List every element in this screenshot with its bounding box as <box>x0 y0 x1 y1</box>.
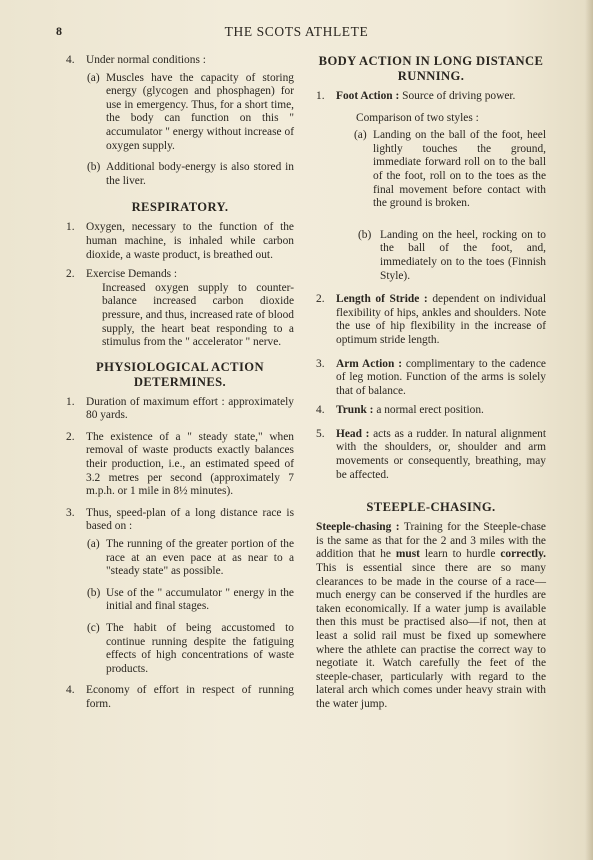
paragraph-text: This is essential since there are so many clearances to be made in the course of a race—much energy can be conserved if the hurdles are taken economically. If a water jump is available then this must be practised also—if not, then at least a solid rail must be fixed up somewhere where the athlete can practise the correct way to negotiate it. Watch carefully the feet of the steeple-chaser, particularly with regard to the lateral arch which comes under heavy strain with the water jump. <box>316 562 546 710</box>
item-text: Thus, speed-plan of a long distance race is based on : <box>86 506 294 533</box>
item-label: Head : <box>336 427 370 440</box>
item-text-body: a normal erect position. <box>376 404 484 417</box>
item-number: 4. <box>316 404 325 417</box>
item-number: 2. <box>316 293 325 306</box>
sub-item-a <box>87 538 294 579</box>
item-number: 1. <box>66 221 75 234</box>
item-text: The existence of a " steady state," when removal of waste products exactly balances their production, i.e., an estimated speed of 3.2 metres per second (approximately 7 m.p.h. or 1 mile in 8½ minutes). <box>86 430 294 498</box>
paragraph-label: Steeple-chasing : <box>316 521 400 534</box>
sub-item-text: Additional body-energy is also stored in the liver. <box>106 161 294 187</box>
sub-item-c <box>87 622 294 676</box>
resp-item-2 <box>66 268 294 350</box>
paragraph-text: Training for the Steeple-chase is the same as that for the 2 and 3 miles with the addition that he <box>316 521 546 561</box>
item-text-body: complimentary to the cadence of leg motion. Function of the arms is solely that of balance. <box>336 357 546 397</box>
item-text <box>336 358 546 399</box>
item-number: 4. <box>66 684 75 697</box>
section-heading-physiological: PHYSIOLOGICAL ACTION DETERMINES. <box>96 359 264 389</box>
item-text-body: acts as a rudder. In natural alignment with the shoulders, or, shoulder and arm movements or consequently, breathing, may be affected. <box>336 427 546 481</box>
body-item-1 <box>316 90 546 283</box>
sub-item-a <box>87 71 294 154</box>
item-number: 5. <box>316 427 325 440</box>
left-column <box>66 54 294 718</box>
item-label: Trunk : <box>336 404 374 417</box>
page-header <box>0 24 593 44</box>
page-number: 8 <box>56 24 62 38</box>
item-text <box>336 90 546 104</box>
sub-item-b <box>87 161 294 188</box>
section-heading-body-action: BODY ACTION IN LONG DISTANCE RUNNING. <box>318 54 544 83</box>
item-text: Oxygen, necessary to the function of the human machine, is inhaled while carbon dioxide, a waste product, is breathed out. <box>86 221 294 261</box>
section-heading-respiratory: RESPIRATORY. <box>131 200 229 215</box>
item-number: 1. <box>316 90 325 102</box>
sub-item-label: (b) <box>87 161 101 174</box>
sub-item-text: The running of the greater portion of the race at an even pace at as near to a "steady state" as possible. <box>106 538 294 578</box>
steeple-paragraph <box>316 521 546 711</box>
item-label: Foot Action : <box>336 90 400 102</box>
comparison-text: Comparison of two styles : <box>356 111 479 124</box>
resp-item-1 <box>66 221 294 262</box>
item-label: Length of Stride : <box>336 293 428 306</box>
sub-item-text: Landing on the ball of the foot, heel lightly touches the ground, immediate forward roll on to the ball of the foot, roll on to the toes as the final movement before contact with the ground is broken. <box>373 129 546 210</box>
sub-item-text: Landing on the heel, rocking on to the ball of the foot, and, immediately on to the toes (Finnish Style). <box>380 228 546 282</box>
item-number: 1. <box>66 395 75 408</box>
emphasis-must: must <box>395 548 420 561</box>
sub-item-label: (a) <box>87 538 100 551</box>
item-text-body: dependent on individual flexibility of hips, ankles and shoulders. Note the use of hip flexibility in the increase of optimum stride length. <box>336 293 546 346</box>
page-edge-shadow <box>585 0 593 860</box>
phys-item-3 <box>66 507 294 677</box>
item-text: Economy of effort in respect of running form. <box>86 684 294 710</box>
sub-item-label: (a) <box>87 71 100 84</box>
phys-item-2 <box>66 431 294 499</box>
sub-item-b <box>87 586 294 614</box>
body-item-2 <box>316 293 546 347</box>
item-number: 3. <box>316 357 325 370</box>
item-text <box>336 404 546 418</box>
item-number: 3. <box>66 506 75 519</box>
item-number: 2. <box>66 430 75 443</box>
sub-item-label: (c) <box>87 622 100 634</box>
item-number: 2. <box>66 268 75 281</box>
section-heading-steeple-chasing: STEEPLE-CHASING. <box>366 500 496 515</box>
item-text <box>336 428 546 482</box>
sub-item-b <box>358 228 546 283</box>
sub-item-label: (b) <box>87 586 101 599</box>
page-title: THE SCOTS ATHLETE <box>224 24 369 39</box>
sub-item-text: Muscles have the capacity of storing energy (glycogen and phosphagen) for use in emergency. Thus, for a short time, the body can function on this " accumulator " energy without increase of oxygen supply. <box>106 71 294 152</box>
phys-item-1 <box>66 396 294 423</box>
item-text <box>336 293 546 347</box>
body-item-5 <box>316 428 546 482</box>
right-column <box>316 54 546 712</box>
sub-item-a <box>354 129 546 211</box>
item-number: 4. <box>66 54 75 66</box>
left-item-4 <box>66 54 294 188</box>
item-body: Increased oxygen supply to counter-balance increased carbon dioxide pressure, and thus, increased rate of blood supply, the heart beat responding to a stimulus from the " accelerator " nerve. <box>102 281 294 349</box>
body-item-3 <box>316 358 546 399</box>
body-item-4 <box>316 404 546 418</box>
sub-item-label: (b) <box>358 228 372 241</box>
item-label: Arm Action : <box>336 357 402 370</box>
item-text: Under normal conditions : <box>86 54 206 66</box>
sub-item-label: (a) <box>354 129 367 142</box>
item-text: Duration of maximum effort : approximately 80 yards. <box>86 395 294 422</box>
item-text-body: Source of driving power. <box>402 90 516 102</box>
paragraph-text: learn to hurdle <box>424 548 496 561</box>
sub-item-text: The habit of being accustomed to continue running despite the fatiguing effects of high concentrations of waste products. <box>106 622 294 675</box>
emphasis-correctly: correctly. <box>500 548 546 561</box>
item-text: Exercise Demands : <box>86 268 178 281</box>
phys-item-4 <box>66 684 294 711</box>
sub-item-text: Use of the " accumulator " energy in the initial and final stages. <box>106 586 294 613</box>
